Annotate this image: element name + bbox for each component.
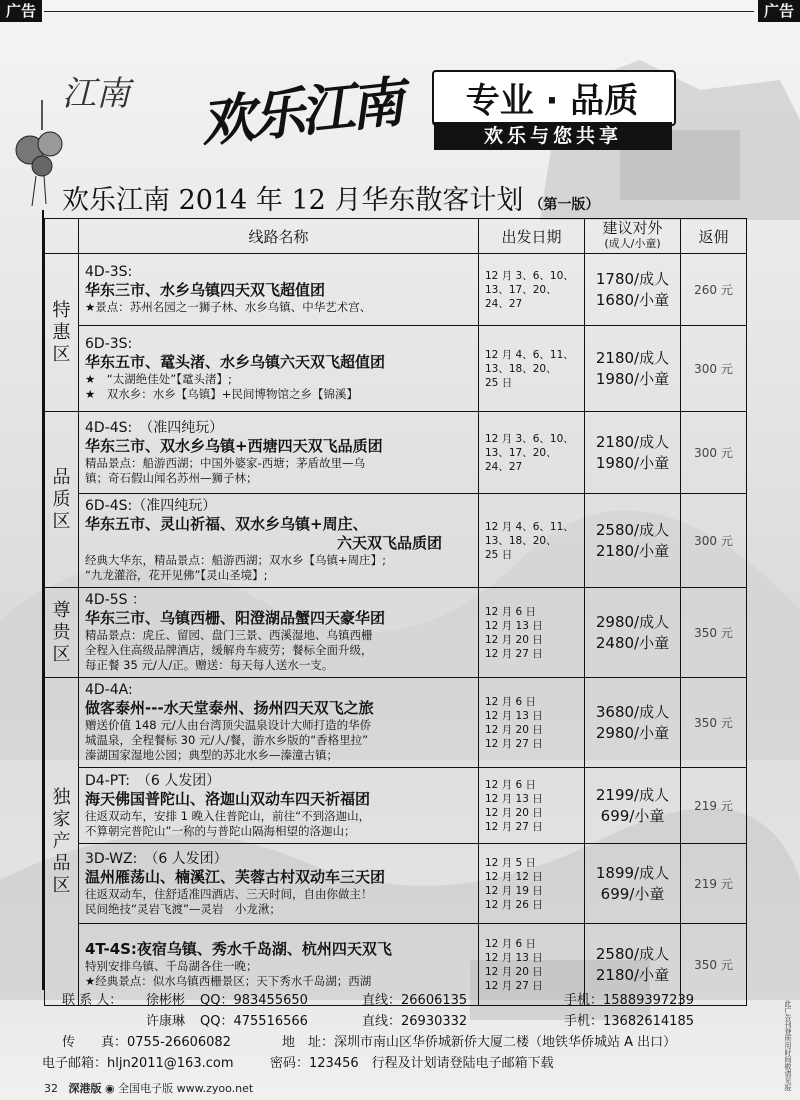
route-title-cont: 六天双飞品质团 — [336, 534, 442, 552]
route-name — [79, 254, 479, 326]
route-name — [79, 494, 479, 588]
departure-date: 12 月 20 日 — [485, 806, 543, 819]
route-name — [79, 588, 479, 678]
email-password: 密码：123456 行程及计划请登陆电子邮箱下载 — [270, 1056, 554, 1071]
price-adult: 2580/成人 — [595, 520, 670, 539]
route-detail: 精品景点：虎丘、留园、盘门三景、西溪湿地、乌镇西栅 — [85, 628, 373, 642]
zone-char: 区 — [52, 510, 71, 532]
departure-dates — [479, 844, 585, 924]
address: 地 址：深圳市南山区华侨城新侨大厦二楼（地铁华侨城站 A 出口） — [282, 1035, 677, 1050]
price-child: 699/小童 — [600, 884, 665, 903]
zone-char: 家 — [52, 808, 71, 830]
price — [585, 412, 681, 494]
departure-date: 12 月 12 日 — [485, 870, 543, 883]
edition-label: 深港版 — [68, 1082, 102, 1095]
plan-title-text: 欢乐江南 2014 年 12 月华东散客计划 — [62, 185, 524, 216]
price-header-sub: (成人/小童) — [604, 237, 661, 250]
route-title: 华东五市、灵山祈福、双水乡乌镇+周庄、 — [85, 515, 368, 533]
contact-row-1 — [62, 990, 752, 1011]
zone-char: 贵 — [52, 621, 71, 643]
zone-label — [45, 588, 79, 678]
route-detail: “九龙灌浴，花开见佛”【灵山圣境】; — [85, 568, 268, 582]
departure-date: 13、17、20、 — [485, 283, 557, 296]
route-detail: 特别安排乌镇、千岛湖各住一晚； — [85, 959, 258, 973]
zone-char: 品 — [52, 852, 71, 874]
price-header — [585, 219, 681, 254]
price — [585, 588, 681, 678]
departure-date: 12 月 13 日 — [485, 951, 543, 964]
price-header-label: 建议对外 — [602, 219, 663, 237]
departure-date: 12 月 27 日 — [485, 737, 543, 750]
route-title: 做客泰州---水天堂泰州、扬州四天双飞之旅 — [85, 699, 374, 717]
departure-date: 12 月 13 日 — [485, 792, 543, 805]
departure-date: 12 月 27 日 — [485, 979, 543, 992]
table-row — [45, 254, 747, 326]
departure-date: 12 月 6 日 — [485, 605, 537, 618]
table-row — [45, 844, 747, 924]
zone-label — [45, 254, 79, 412]
route-title: 华东三市、乌镇西栅、阳澄湖品蟹四天豪华团 — [85, 609, 386, 627]
zone-label — [45, 412, 79, 588]
route-header: 线路名称 — [79, 219, 479, 254]
route-detail: ★景点：苏州名园之一狮子林、水乡乌镇、中华艺术宫、 — [85, 300, 372, 314]
side-note: 此广告刊登所用时间敬请见报 — [784, 1000, 792, 1091]
route-detail: ★经典景点：似水乌镇西栅景区；天下秀水千岛湖；西湖 — [85, 974, 372, 988]
ad-label-right: 广告 — [758, 0, 800, 22]
route-title: 海天佛国普陀山、洛迦山双动车四天祈福团 — [85, 789, 371, 808]
departure-date: 13、18、20、 — [485, 362, 557, 375]
site-label: 全国电子版 www.zyoo.net — [118, 1082, 254, 1095]
contact-row-4 — [42, 1053, 752, 1074]
departure-dates — [479, 494, 585, 588]
departure-date: 12 月 3、6、10、 — [485, 269, 574, 282]
zone-char: 特 — [52, 299, 71, 321]
route-code: 6D-3S: — [85, 335, 133, 352]
route-title: 华东三市、双水乡乌镇+西塘四天双飞品质团 — [85, 436, 383, 455]
zone-char: 品 — [52, 466, 71, 488]
departure-date: 12 月 6 日 — [485, 778, 537, 791]
route-detail: ★ 双水乡：水乡【乌镇】+民间博物馆之乡【锦溪】 — [85, 386, 358, 401]
table-body — [45, 254, 747, 1006]
zone-char: 产 — [52, 830, 71, 852]
price-adult: 1899/成人 — [595, 863, 670, 882]
route-detail: ★ “太湖绝佳处”【鼋头渚】; — [85, 371, 232, 386]
zone-char: 惠 — [52, 321, 71, 343]
rebate: 300 元 — [681, 412, 747, 494]
departure-dates — [479, 412, 585, 494]
price-adult: 3680/成人 — [595, 702, 670, 721]
route-detail: 赠送价值 148 元/人由台湾顶尖温泉设计大师打造的华侨 — [85, 718, 372, 732]
route-name — [79, 678, 479, 768]
table-row — [45, 768, 747, 844]
jiangnan-calligraphy: 江南 — [62, 74, 130, 114]
departure-date: 12 月 6 日 — [485, 937, 537, 950]
zone-label — [45, 678, 79, 1006]
zone-char: 质 — [52, 488, 71, 510]
departure-dates — [479, 678, 585, 768]
slogan-sub: 欢乐与您共享 — [434, 122, 672, 150]
contact-row-2 — [62, 1011, 752, 1032]
rebate-header: 返佣 — [681, 219, 747, 254]
price-child: 2980/小童 — [595, 723, 670, 742]
table-row — [45, 588, 747, 678]
price — [585, 768, 681, 844]
brand-logo: 欢乐江南 — [197, 69, 404, 155]
departure-dates — [479, 254, 585, 326]
price-adult: 2180/成人 — [595, 432, 670, 451]
route-code: 3D-WZ: （6 人发团） — [85, 850, 228, 867]
departure-date: 25 日 — [485, 376, 513, 389]
rebate: 300 元 — [681, 494, 747, 588]
departure-date: 12 月 6 日 — [485, 695, 537, 708]
price-child: 2180/小童 — [595, 541, 670, 560]
plan-edition: （第一版） — [529, 197, 600, 213]
price — [585, 326, 681, 412]
rebate: 260 元 — [681, 254, 747, 326]
route-title: 温州雁荡山、楠溪江、芙蓉古村双动车三天团 — [85, 867, 386, 886]
plan-title — [62, 178, 599, 217]
departure-date: 12 月 20 日 — [485, 965, 543, 978]
slogan-main: 专业 · 品质 — [465, 81, 639, 121]
departure-date: 13、18、20、 — [485, 534, 557, 547]
departure-date: 13、17、20、 — [485, 446, 557, 459]
price-adult: 2199/成人 — [595, 785, 670, 804]
route-code: 4D-5S ： — [85, 592, 146, 608]
zone-char: 区 — [52, 874, 71, 896]
table-row — [45, 678, 747, 768]
departure-date: 12 月 13 日 — [485, 619, 543, 632]
price-child: 2180/小童 — [595, 965, 670, 984]
departure-date: 12 月 4、6、11、 — [485, 520, 574, 533]
route-detail: 城温泉，全程餐标 30 元/人/餐，游水乡版的“香格里拉” — [85, 733, 369, 747]
departure-date: 12 月 20 日 — [485, 723, 543, 736]
departure-date: 12 月 3、6、10、 — [485, 432, 574, 445]
route-detail: 溱湖国家湿地公园；典型的苏北水乡—溱潼古镇； — [85, 748, 338, 762]
zone-header — [45, 219, 79, 254]
qq-2: QQ：475516566 — [200, 1014, 308, 1029]
rebate: 219 元 — [681, 844, 747, 924]
price-adult: 2180/成人 — [595, 348, 670, 367]
email: 电子邮箱：hljn2011@163.com — [42, 1056, 234, 1071]
route-detail: 往返双动车，住舒适准四酒店、三天时间，自由你做主！ — [85, 886, 373, 901]
direct-line-2: 直线：26930332 — [362, 1014, 468, 1029]
zone-char: 区 — [52, 343, 71, 365]
price-child: 1680/小童 — [595, 290, 670, 309]
top-rule — [44, 11, 754, 12]
route-code: 4D-3S: — [85, 264, 133, 280]
price — [585, 844, 681, 924]
route-code: D4-PT: （6 人发团） — [85, 772, 221, 789]
rebate: 300 元 — [681, 326, 747, 412]
departure-date: 12 月 20 日 — [485, 633, 543, 646]
contact-person-2: 许康琳 — [146, 1014, 186, 1029]
route-detail: 全程入住高级品牌酒店，缓解舟车疲劳；餐标全面升级， — [85, 643, 373, 657]
ad-label-left: 广告 — [0, 0, 42, 22]
price-adult: 2580/成人 — [595, 944, 670, 963]
route-detail: 民间绝技“灵岩飞渡”—灵岩 小龙湫； — [85, 901, 281, 916]
page-number: 32 — [44, 1082, 58, 1095]
price — [585, 678, 681, 768]
route-name — [79, 326, 479, 412]
route-title: 华东三市、水乡乌镇四天双飞超值团 — [85, 281, 326, 299]
route-detail: 往返双动车，安排 1 晚入住普陀山，前往“不到洛迦山， — [85, 808, 371, 823]
departure-date: 12 月 4、6、11、 — [485, 348, 574, 361]
departure-date: 24、27 — [485, 460, 523, 473]
rebate: 350 元 — [681, 924, 747, 1006]
table-row — [45, 326, 747, 412]
route-code: 4D-4S: （准四纯玩） — [85, 419, 224, 436]
zone-char: 区 — [52, 643, 71, 665]
route-code: 4D-4A: — [85, 682, 133, 698]
departure-date: 12 月 27 日 — [485, 647, 543, 660]
page-footer — [44, 1080, 253, 1096]
price-child: 2480/小童 — [595, 633, 670, 652]
edition-circle-icon: ◉ — [105, 1082, 115, 1095]
rebate: 350 元 — [681, 588, 747, 678]
table-header-row — [45, 219, 747, 254]
departure-dates — [479, 326, 585, 412]
departure-dates — [479, 768, 585, 844]
route-title: 4T-4S:夜宿乌镇、秀水千岛湖、杭州四天双飞 — [85, 940, 392, 958]
contact-row-3 — [62, 1032, 752, 1053]
contact-block — [42, 990, 752, 1074]
rebate: 219 元 — [681, 768, 747, 844]
route-name — [79, 412, 479, 494]
route-detail: 精品景点：船游西湖；中国外婆家-西塘；茅盾故里—乌 — [85, 455, 366, 470]
departure-date: 12 月 27 日 — [485, 820, 543, 833]
departure-date: 12 月 19 日 — [485, 884, 543, 897]
departure-date: 12 月 13 日 — [485, 709, 543, 722]
date-header: 出发日期 — [479, 219, 585, 254]
route-name — [79, 844, 479, 924]
route-detail: 每正餐 35 元/人/正。赠送：每天每人送水一支。 — [85, 658, 334, 672]
route-detail: 镇；奇石假山闻名苏州—狮子林； — [85, 470, 258, 485]
departure-date: 25 日 — [485, 548, 513, 561]
route-title: 华东五市、鼋头渚、水乡乌镇六天双飞超值团 — [85, 352, 386, 371]
price-child: 1980/小童 — [595, 453, 670, 472]
zone-char: 尊 — [52, 599, 71, 621]
table-row — [45, 412, 747, 494]
zone-char: 独 — [52, 786, 71, 808]
route-detail: 不算朝完普陀山”一称的与普陀山隔海相望的洛迦山； — [85, 823, 356, 838]
price-child: 1980/小童 — [595, 369, 670, 388]
departure-date: 24、27 — [485, 297, 523, 310]
contact-person-1: 徐彬彬 — [146, 993, 186, 1008]
departure-dates — [479, 588, 585, 678]
route-detail: 经典大华东，精品景点：船游西湖；双水乡【乌镇+周庄】; — [85, 553, 387, 567]
departure-date: 12 月 26 日 — [485, 898, 543, 911]
rebate: 350 元 — [681, 678, 747, 768]
route-name — [79, 768, 479, 844]
mobile-2: 手机：13682614185 — [564, 1014, 694, 1029]
route-code: 6D-4S:（准四纯玩） — [85, 498, 217, 514]
price-child: 699/小童 — [600, 806, 665, 825]
direct-line-1: 直线：26606135 — [362, 993, 468, 1008]
price — [585, 494, 681, 588]
price-adult: 2980/成人 — [595, 612, 670, 631]
price — [585, 254, 681, 326]
qq-1: QQ：983455650 — [200, 993, 308, 1008]
departure-date: 12 月 5 日 — [485, 856, 537, 869]
tour-plan-table — [44, 218, 747, 1006]
mobile-1: 手机：15889397239 — [564, 993, 694, 1008]
price-adult: 1780/成人 — [595, 269, 670, 288]
table-row — [45, 494, 747, 588]
fax: 传 真：0755-26606082 — [62, 1035, 231, 1050]
contact-label: 联 系 人： — [62, 993, 123, 1008]
